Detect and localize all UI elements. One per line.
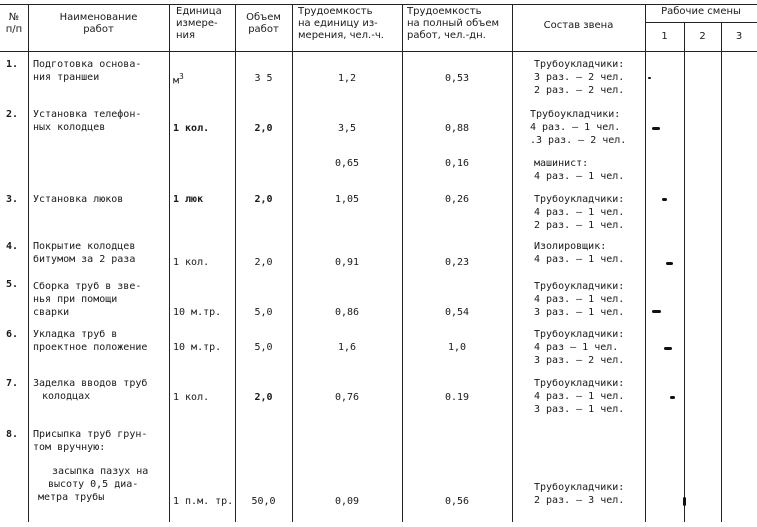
row-crew: Трубоукладчики: 4 раз. – 1 чел. 3 раз. – 1 чел. [534,378,625,415]
row-labor-total: 0,53 [444,73,470,84]
row-labor-total: 0,88 [444,123,470,134]
row-volume: 2,0 [254,392,273,403]
row-labor-total: 1,0 [447,342,467,353]
header-shift-2: 2 [699,31,706,42]
row-unit: $м^3$ [173,72,184,87]
row-num: 1. [6,59,19,70]
row-volume: 5,0 [254,342,273,353]
row-volume: 50,0 [251,496,276,507]
row-num: 5. [6,279,19,290]
header-crew: Состав звена [543,20,614,31]
row-labor-unit: 0,91 [334,257,360,268]
row-labor-unit: 1,2 [337,73,357,84]
row-name: Установка люков [33,194,124,205]
row-volume: 2,0 [254,257,273,268]
header-shift-1: 1 [661,31,668,42]
header-bottom-border [0,51,757,52]
row-name: Сборка труб в зве- нья при помощи сварки [33,281,142,318]
row-labor-unit: 3,5 [337,123,357,134]
row-num: 3. [6,194,19,205]
row-num: 6. [6,329,19,340]
row-crew: машинист: 4 раз. – 1 чел. [534,158,625,182]
row-volume: 3 5 [254,73,273,84]
header-unit: Единица измере- ния [176,6,222,41]
row-unit: 1 кол. [173,257,210,268]
row-labor-total: 0.19 [444,392,470,403]
shifts-title-underline [645,22,757,23]
header-name: Наименование работ [59,12,138,35]
schedule-mark [664,347,672,350]
row-num: 2. [6,109,19,120]
col-divider-num [28,4,29,522]
schedule-mark [666,262,673,265]
header-volume: Объем работ [246,12,281,35]
row-num: 8. [6,429,19,440]
row-name: Укладка труб в проектное положение [33,329,148,353]
row-labor-unit: 0,86 [334,307,360,318]
schedule-mark [652,310,661,313]
row-labor-unit: 0,65 [334,158,360,169]
row-crew: Трубоукладчики: 3 раз. – 2 чел. 2 раз. – 2 чел. [534,59,625,96]
header-labor-unit: Трудоемкость на единицу из- мерения, чел.-ч. [298,6,384,41]
row-labor-unit: 1,6 [337,342,357,353]
row-crew: Трубоукладчики: 4 раз – 1 чел. 3 раз. – 2 чел. [534,329,625,366]
row-unit: 1 кол. [173,123,210,134]
schedule-mark [652,127,660,130]
row-num: 7. [6,378,19,389]
row-crew: Трубоукладчики: 2 раз. – 3 чел. [534,482,625,506]
col-divider-shift-2 [721,22,722,522]
row-name: Присыпка труб грун- том вручную: [33,429,148,453]
row-name: Покрытие колодцев битумом за 2 раза [33,241,136,265]
schedule-mark [662,198,667,201]
row-unit: 1 люк [173,194,204,205]
col-divider-labor-total [512,4,513,522]
row-unit: 1 кол. [173,392,210,403]
header-labor-total: Трудоемкость на полный объем работ, чел.-дн. [407,6,500,41]
header-shifts-title: Рабочие смены [661,6,741,17]
row-labor-total: 0,54 [444,307,470,318]
row-volume: 2,0 [254,123,273,134]
row-crew: Трубоукладчики: 4 раз. – 1 чел. 3 раз. – 1 чел. [534,281,625,318]
row-labor-total: 0,16 [444,158,470,169]
schedule-mark [683,497,686,506]
row-volume: 5,0 [254,307,273,318]
col-divider-shift-1 [684,22,685,522]
row-name: засыпка пазух на высоту 0,5 диа- метра трубы [38,466,149,503]
row-name: Подготовка основа- ния траншеи [33,59,142,83]
header-num: № п/п [5,12,23,35]
row-crew: Трубоукладчики: 4 раз. – 1 чел. .3 раз. – 2 чел. [530,109,627,146]
row-unit: 1 п.м. тр. [173,496,234,507]
col-divider-name [169,4,170,522]
row-labor-unit: 1,05 [334,194,360,205]
row-labor-total: 0,23 [444,257,470,268]
header-shift-3: 3 [735,31,743,42]
row-labor-unit: 0,76 [334,392,360,403]
schedule-mark [648,77,651,79]
row-name: Установка телефон- ных колодцев [33,109,142,133]
row-crew: Трубоукладчики: 4 раз. – 1 чел. 2 раз. – 1 чел. [534,194,625,231]
row-crew: Изолировщик: 4 раз. – 1 чел. [534,241,625,265]
row-unit: 10 м.тр. [173,342,222,353]
col-divider-crew [645,4,646,522]
row-unit: 10 м.тр. [173,307,222,318]
row-labor-unit: 0,09 [334,496,360,507]
row-volume: 2,0 [254,194,273,205]
row-name: Заделка вводов труб колодцах [33,378,148,402]
row-labor-total: 0,26 [444,194,470,205]
row-num: 4. [6,241,19,252]
row-labor-total: 0,56 [444,496,470,507]
header-top-border [0,4,757,5]
schedule-mark [670,396,675,399]
